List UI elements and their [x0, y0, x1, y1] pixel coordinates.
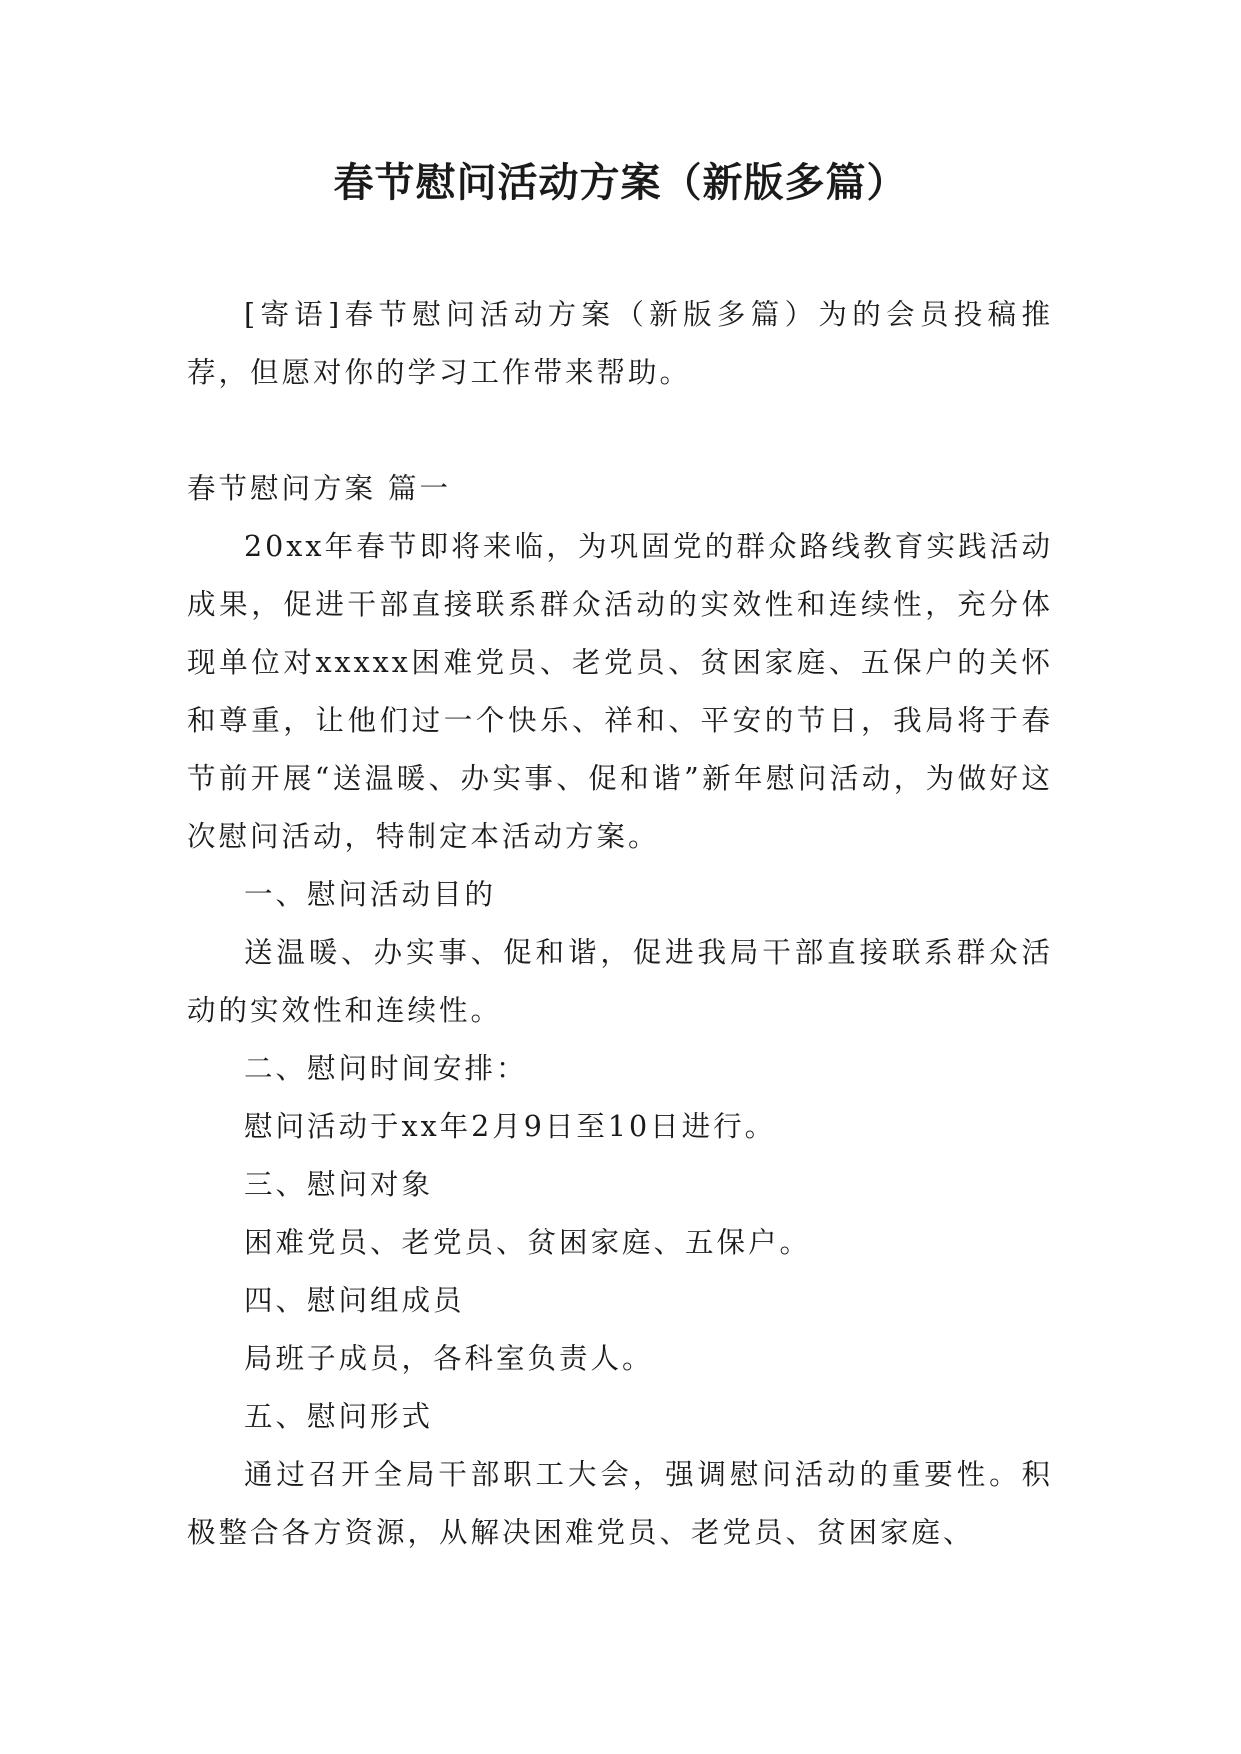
document-body — [187, 286, 1053, 1562]
section-title: 春节慰问方案 篇一 — [187, 472, 452, 505]
heading-purpose: 一、慰问活动目的 — [244, 878, 497, 911]
heading-targets: 三、慰问对象 — [244, 1168, 434, 1201]
paragraph-6: 通过召开全局干部职工大会，强调慰问活动的重要性。积极整合各方资源，从解决困难党员、老党员、贫困家庭、 — [187, 1458, 1053, 1549]
paragraph-1: 20xx年春节即将来临，为巩固党的群众路线教育实践活动成果，促进干部直接联系群众活动的实效性和连续性，充分体现单位对xxxxx困难党员、老党员、贫困家庭、五保户的关怀和尊重，让他们过一个快乐、祥和、平安的节日，我局将于春节前开展“送温暖、办实事、促和谐”新年慰问活动，为做好这次慰问活动，特制定本活动方案。 — [187, 530, 1053, 853]
paragraph-3: 慰问活动于xx年2月9日至10日进行。 — [244, 1110, 777, 1143]
paragraph-5: 局班子成员，各科室负责人。 — [244, 1342, 654, 1375]
paragraph-4: 困难党员、老党员、贫困家庭、五保户。 — [244, 1226, 812, 1259]
intro-paragraph: [寄语]春节慰问活动方案（新版多篇）为的会员投稿推荐，但愿对你的学习工作带来帮助。 — [187, 298, 1053, 389]
heading-form: 五、慰问形式 — [244, 1400, 434, 1433]
paragraph-2: 送温暖、办实事、促和谐，促进我局干部直接联系群众活动的实效性和连续性。 — [187, 936, 1053, 1027]
heading-members: 四、慰问组成员 — [244, 1284, 465, 1317]
heading-schedule: 二、慰问时间安排： — [244, 1052, 528, 1085]
document-title: 春节慰问活动方案（新版多篇） — [333, 159, 908, 206]
